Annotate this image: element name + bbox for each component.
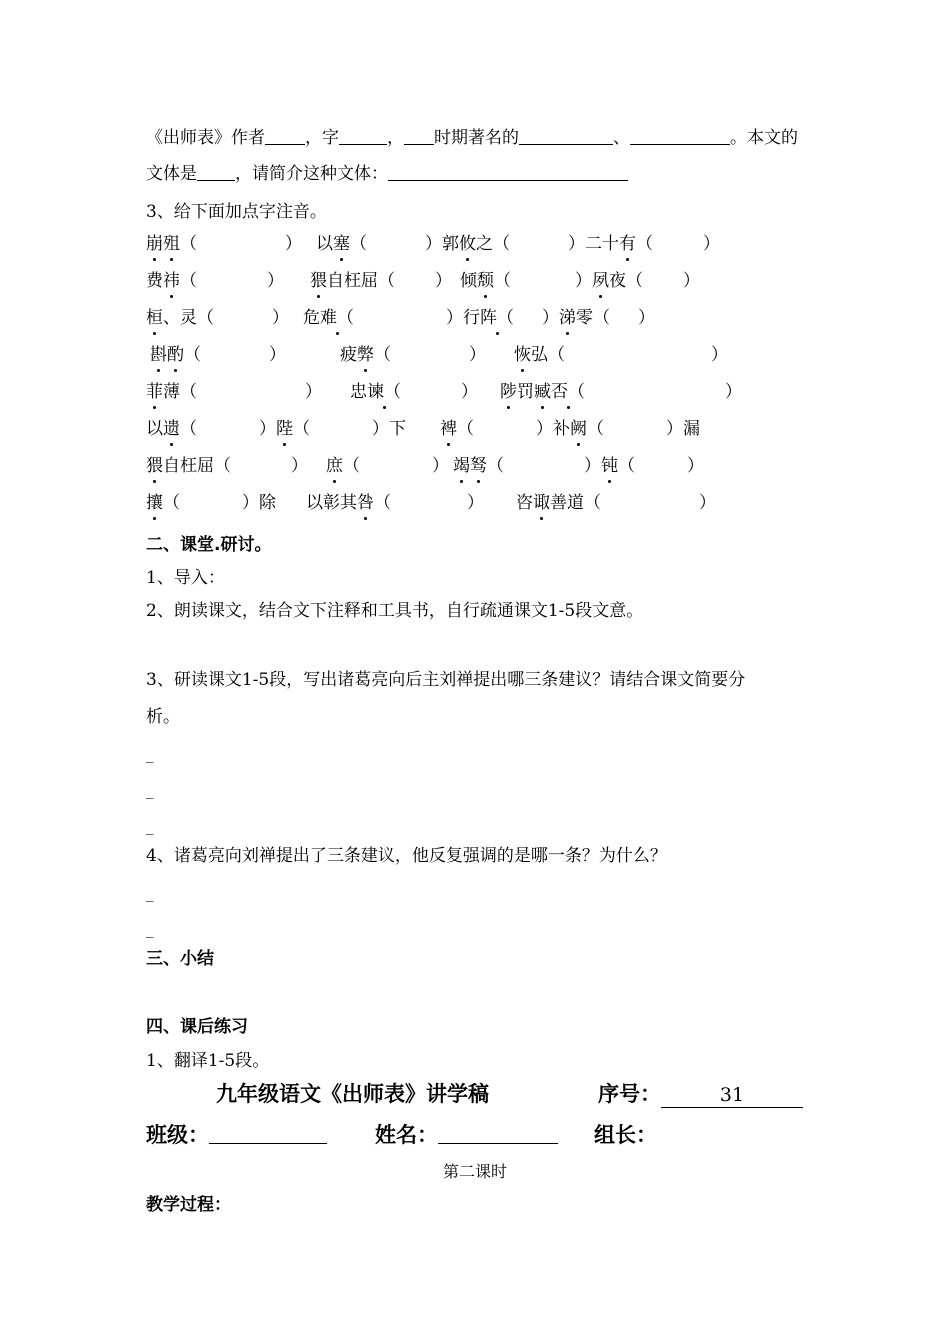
dotted-char: 弊	[357, 345, 374, 365]
text: ）	[272, 308, 289, 328]
text: （	[618, 456, 635, 476]
text: （	[180, 234, 197, 254]
text: ）	[435, 271, 452, 291]
dotted-char: 酌	[167, 345, 184, 365]
dotted-char: 涕	[559, 308, 576, 328]
text: 咨	[516, 493, 533, 513]
text: 、	[613, 128, 630, 148]
text: ）	[461, 382, 478, 402]
lesson-plan-title	[216, 1082, 489, 1106]
text: 以彰其	[306, 493, 357, 513]
text: ）	[469, 345, 486, 365]
class-field[interactable]	[209, 1121, 327, 1144]
pinyin-row-8	[146, 491, 716, 515]
text: （	[587, 419, 604, 439]
dotted-char: 殂	[163, 234, 180, 254]
text: ）下	[372, 419, 406, 439]
role1-blank[interactable]	[519, 126, 613, 145]
role2-blank[interactable]	[630, 126, 730, 145]
text: 以	[146, 419, 163, 439]
leader-label: 组长：	[594, 1123, 657, 1147]
text: 夜（	[609, 271, 643, 291]
text: 灵	[180, 308, 197, 328]
text: （	[374, 345, 391, 365]
text: （	[636, 234, 653, 254]
dotted-char: 庶	[326, 456, 343, 476]
dotted-char: 颓	[477, 271, 494, 291]
dotted-char: 陛	[276, 419, 293, 439]
text: 忠	[350, 382, 367, 402]
text: ）	[446, 308, 463, 328]
dotted-char: 竭	[453, 456, 470, 476]
author-blank[interactable]	[265, 126, 305, 145]
text: ）	[699, 493, 716, 513]
text: ）	[584, 456, 601, 476]
page-title: 九年级语文《出师表》讲学稿	[216, 1081, 489, 1106]
text: （	[163, 493, 180, 513]
text: （	[343, 456, 360, 476]
pinyin-row-1	[146, 232, 720, 256]
dotted-char: 夙	[592, 271, 609, 291]
text: ）	[687, 456, 704, 476]
dotted-char: 崩	[146, 234, 163, 254]
text: ）	[305, 382, 322, 402]
dotted-char: 驽	[470, 456, 487, 476]
text: 善道（	[550, 493, 601, 513]
text: 自枉屈（	[163, 456, 231, 476]
text: 罚	[517, 382, 534, 402]
answer-line[interactable]: _	[146, 884, 154, 902]
pinyin-row-7	[146, 454, 704, 478]
answer-line[interactable]: _	[146, 817, 154, 835]
text: 。本文的	[730, 128, 798, 148]
answer-line[interactable]: _	[146, 745, 154, 763]
text: ）	[638, 308, 655, 328]
text: （	[180, 271, 197, 291]
text: ）二十	[568, 234, 619, 254]
dotted-char: 臧	[534, 382, 551, 402]
dotted-char: 阙	[570, 419, 587, 439]
text: （	[350, 234, 367, 254]
text: 疲	[340, 345, 357, 365]
text: （	[197, 308, 214, 328]
seq-label: 序号：	[598, 1082, 661, 1106]
dotted-char: 阵（	[480, 308, 514, 328]
s2-item-1: 1、导入：	[146, 568, 225, 588]
text: ）	[425, 234, 442, 254]
lesson-number: 第二课时	[442, 1162, 507, 1181]
dotted-char: 猥	[310, 271, 327, 291]
name-label: 姓名：	[375, 1123, 438, 1147]
dotted-char: 陟	[500, 382, 517, 402]
text: ）	[259, 419, 276, 439]
era-blank[interactable]	[404, 126, 434, 145]
dotted-char: 裨	[440, 419, 457, 439]
text: ）	[683, 271, 700, 291]
text: 行	[463, 308, 480, 328]
seq-number: 31	[661, 1083, 803, 1108]
section-three-heading: 三、小结	[146, 949, 214, 969]
dotted-char: 攸	[459, 234, 476, 254]
text: ）	[575, 271, 592, 291]
dotted-char: 菲	[146, 382, 163, 402]
text: ，字	[305, 128, 339, 148]
answer-line[interactable]: _	[146, 781, 154, 799]
s4-item-1: 1、翻译1-5段。	[146, 1051, 270, 1071]
text: （	[494, 271, 511, 291]
text: ）	[291, 456, 308, 476]
text: ）	[703, 234, 720, 254]
pinyin-row-6	[146, 417, 700, 441]
dotted-char: 祎	[163, 271, 180, 291]
text: 时期著名的	[434, 128, 519, 148]
text: 危	[303, 308, 320, 328]
dotted-char: 桓	[146, 308, 163, 328]
teaching-process-heading: 教学过程：	[146, 1195, 231, 1215]
genre-question	[146, 162, 628, 186]
dotted-char: 否（	[551, 382, 585, 402]
text: ）漏	[666, 419, 700, 439]
student-info	[146, 1121, 657, 1147]
text: ）	[542, 308, 559, 328]
text: 之（	[476, 234, 510, 254]
text: 文体是	[146, 164, 197, 184]
text: （	[293, 419, 310, 439]
text: 《出师表》作者	[146, 128, 265, 148]
text: 弘	[531, 345, 548, 365]
text: ）	[285, 234, 302, 254]
dotted-char: 遗	[163, 419, 180, 439]
s2-item-4: 4、诸葛亮向刘禅提出了三条建议，他反复强调的是哪一条？为什么？	[146, 846, 667, 866]
text: 零（	[576, 308, 610, 328]
pinyin-row-5	[146, 380, 742, 404]
text: （	[487, 456, 504, 476]
q3-title: 3、给下面加点字注音。	[146, 202, 327, 222]
text: 、	[163, 308, 180, 328]
pinyin-row-3	[146, 306, 655, 330]
s2-item-3: 3、研读课文1-5段，写出诸葛亮向后主刘禅提出哪三条建议？请结合课文简要分	[146, 670, 746, 690]
name-field[interactable]	[438, 1121, 558, 1144]
text: 郭	[442, 234, 459, 254]
text: （	[548, 345, 565, 365]
text: （	[184, 345, 201, 365]
dotted-char: 钝	[601, 456, 618, 476]
section-two-heading: 二、课堂.研讨。	[146, 535, 272, 555]
text: 自枉屈（	[327, 271, 395, 291]
text: ）	[467, 493, 484, 513]
dotted-char: 咎	[357, 493, 374, 513]
pinyin-row-4	[150, 343, 728, 367]
genre-blank[interactable]	[197, 162, 235, 181]
dotted-char: 攘	[146, 493, 163, 513]
answer-line[interactable]: _	[146, 920, 154, 938]
text: ）	[711, 345, 728, 365]
dotted-char: 难（	[320, 308, 354, 328]
text: 以	[316, 234, 333, 254]
class-label: 班级：	[146, 1123, 209, 1147]
dotted-char: 斟	[150, 345, 167, 365]
text: 薄（	[163, 382, 197, 402]
dotted-char: 诹	[533, 493, 550, 513]
s2-item-2: 2、朗读课文，结合文下注释和工具书，自行疏通课文1-5段文意。	[146, 601, 644, 621]
text: （	[374, 493, 391, 513]
courtesy-name-blank[interactable]	[339, 126, 387, 145]
dotted-char: 有	[619, 234, 636, 254]
pinyin-row-2	[146, 269, 700, 293]
dotted-char: 猥	[146, 456, 163, 476]
s2-item-3-cont: 析。	[146, 707, 180, 727]
author-question	[146, 126, 798, 150]
text: （	[457, 419, 474, 439]
text: ，请简介这种文体：	[235, 164, 388, 184]
text: ）	[432, 456, 449, 476]
text: ）补	[536, 419, 570, 439]
text: 倾	[460, 271, 477, 291]
text: ，	[387, 128, 404, 148]
text: ）	[267, 271, 284, 291]
section-four-heading: 四、课后练习	[146, 1017, 248, 1037]
text: 费	[146, 271, 163, 291]
sequence	[598, 1082, 803, 1108]
genre-intro-blank[interactable]	[388, 162, 628, 181]
text: （	[180, 419, 197, 439]
dotted-char: 谏（	[367, 382, 401, 402]
dotted-char: 恢	[514, 345, 531, 365]
text: ）	[725, 382, 742, 402]
text: ）	[269, 345, 286, 365]
text: ）除	[242, 493, 276, 513]
dotted-char: 塞	[333, 234, 350, 254]
